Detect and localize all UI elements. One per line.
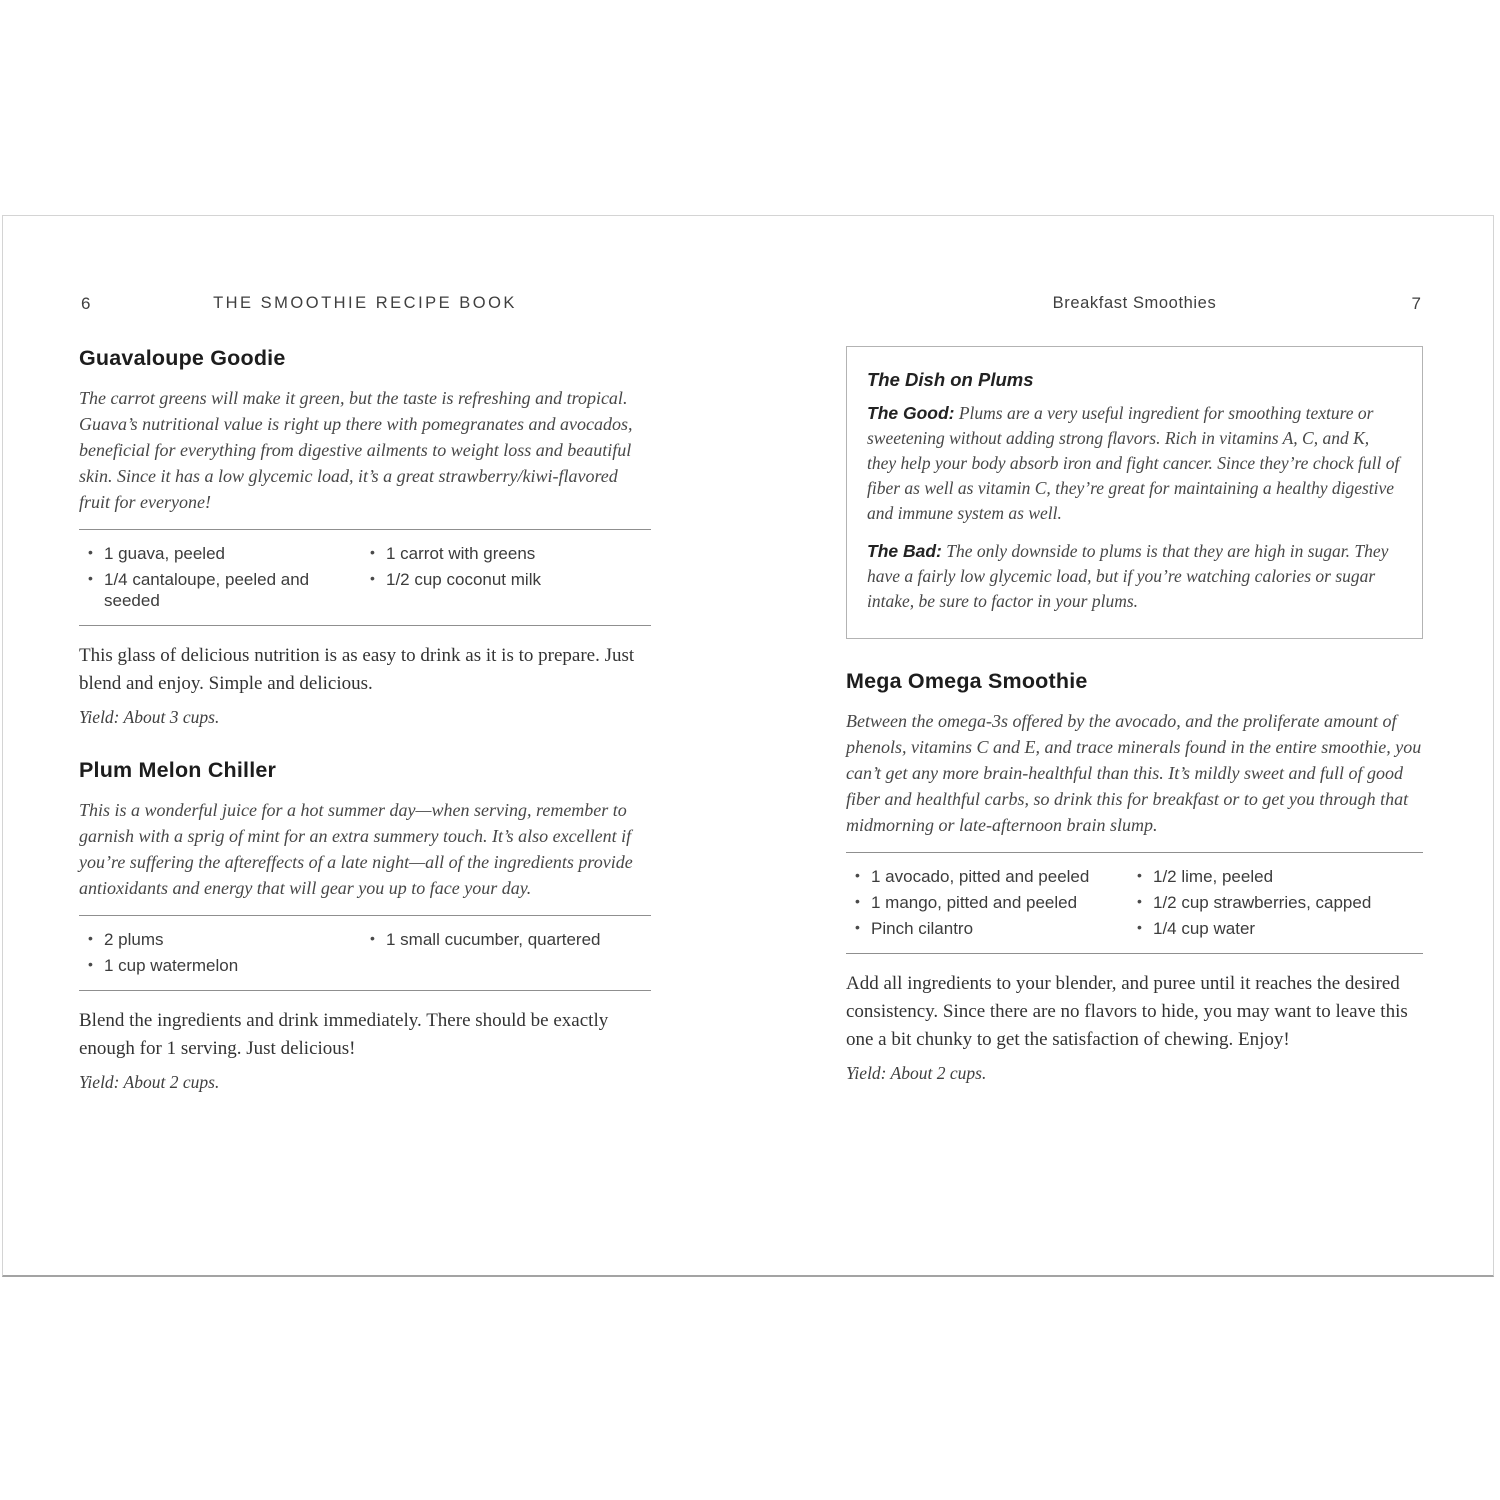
book-spread [2, 215, 1494, 1277]
sidebar-paragraph-good [867, 401, 1402, 526]
recipe-title-guavaloupe-goodie: Guavaloupe Goodie [79, 346, 286, 370]
sidebar-good-text: Plums are a very useful ingredient for smoothing texture or sweetening without adding strong flavors. Rich in vitamins A, C, and K, they help your body absorb iron and fight cancer. Since they’re chock full of fiber as well as vitamin C, they’re great for maintaining a healthy digestive and immune system as well. [867, 403, 1400, 523]
recipe-title-plum-melon-chiller: Plum Melon Chiller [79, 758, 277, 782]
ingredient-item: • 1/2 cup strawberries, capped [1128, 892, 1423, 913]
right-page-header [846, 294, 1423, 316]
recipe-intro: Between the omega-3s offered by the avocado, and the proliferate amount of phenols, vitamins C and E, and trace minerals found in the entire smoothie, you can’t get any more brain-healthful than this. It’s mildly sweet and full of good fiber and healthful carbs, so drink this for breakfast or to get you through that midmorning or late-afternoon brain slump. [846, 711, 1422, 835]
right-page-number: 7 [1411, 294, 1421, 313]
ingredient-item: • 1/4 cantaloupe, peeled and seeded [79, 569, 361, 611]
recipe-yield: Yield: About 2 cups. [79, 1072, 220, 1092]
ingredients-column-2 [361, 929, 651, 976]
ingredient-item: • 1 small cucumber, quartered [361, 929, 651, 950]
ingredients-block [79, 915, 651, 991]
recipe-title-mega-omega-smoothie: Mega Omega Smoothie [846, 669, 1088, 693]
sidebar-dish-on-plums [846, 346, 1423, 639]
left-page [79, 294, 651, 1093]
ingredients-column-1 [79, 929, 361, 976]
ingredient-item: • 1 mango, pitted and peeled [846, 892, 1128, 913]
right-running-header: Breakfast Smoothies [1052, 294, 1217, 312]
ingredient-item: • 1 cup watermelon [79, 955, 361, 976]
recipe-intro: The carrot greens will make it green, but the taste is refreshing and tropical. Guava’s nutritional value is right up there with pomegranates and avocados, beneficial for everything from digestive ailments to weight loss and beautiful skin. Since it has a low glycemic load, it’s a great strawberry/kiwi-flavored fruit for everyone! [79, 388, 633, 512]
ingredients-block [79, 529, 651, 626]
ingredients-column-2 [1128, 866, 1423, 939]
left-page-number: 6 [81, 294, 91, 313]
ingredient-item: • 2 plums [79, 929, 361, 950]
left-page-header [79, 294, 651, 316]
recipe-yield: Yield: About 2 cups. [846, 1063, 987, 1083]
ingredients-column-2 [361, 543, 651, 611]
sidebar-bad-label: The Bad: [867, 541, 942, 561]
ingredient-item: • 1/2 cup coconut milk [361, 569, 651, 590]
recipe-yield: Yield: About 3 cups. [79, 707, 220, 727]
ingredients-column-1 [846, 866, 1128, 939]
ingredient-item: • 1 avocado, pitted and peeled [846, 866, 1128, 887]
recipe-instructions: This glass of delicious nutrition is as easy to drink as it is to prepare. Just blend and enjoy. Simple and delicious. [79, 645, 635, 694]
right-page [846, 294, 1423, 1084]
ingredient-item: • 1 carrot with greens [361, 543, 651, 564]
recipe-instructions: Blend the ingredients and drink immediately. There should be exactly enough for 1 serving. Just delicious! [79, 1010, 609, 1059]
ingredient-item: • 1/4 cup water [1128, 918, 1423, 939]
sidebar-paragraph-bad [867, 539, 1402, 614]
recipe-instructions: Add all ingredients to your blender, and puree until it reaches the desired consistency. Since there are no flavors to hide, you may want to leave this one a bit chunky to get the satisfaction of chewing. Enjoy! [846, 973, 1408, 1050]
ingredients-column-1 [79, 543, 361, 611]
sidebar-title: The Dish on Plums [867, 369, 1034, 390]
left-running-header: THE SMOOTHIE RECIPE BOOK [213, 294, 517, 312]
ingredient-item: • 1/2 lime, peeled [1128, 866, 1423, 887]
recipe-intro: This is a wonderful juice for a hot summer day—when serving, remember to garnish with a sprig of mint for an extra summery touch. It’s also excellent if you’re suffering the aftereffects of a late night—all of the ingredients provide antioxidants and energy that will gear you up to face your day. [79, 800, 633, 898]
sidebar-good-label: The Good: [867, 403, 955, 423]
ingredient-item: • 1 guava, peeled [79, 543, 361, 564]
ingredients-block [846, 852, 1423, 954]
ingredient-item: • Pinch cilantro [846, 918, 1128, 939]
sidebar-bad-text: The only downside to plums is that they are high in sugar. They have a fairly low glycemic load, but if you’re watching calories or sugar intake, be sure to factor in your plums. [867, 541, 1389, 611]
